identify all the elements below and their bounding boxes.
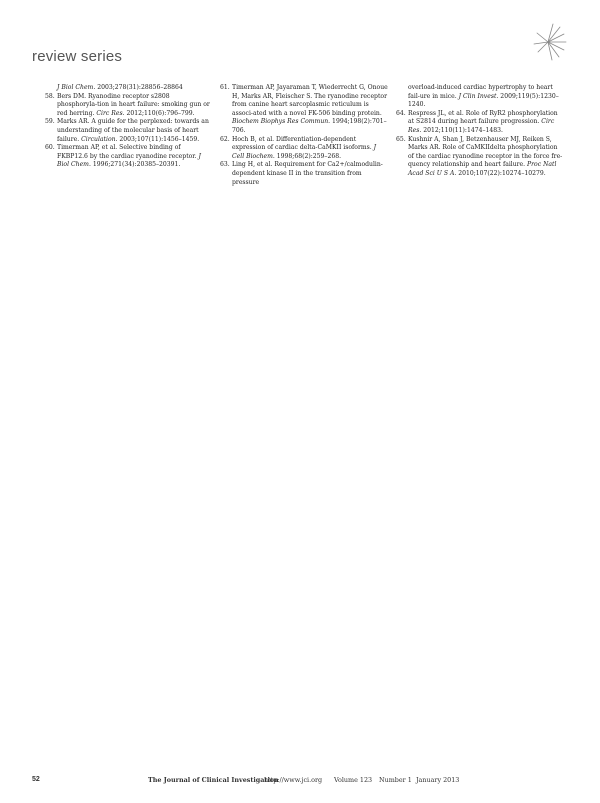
reference-entry — [46, 93, 210, 119]
reference-number: 58. — [45, 92, 55, 100]
reference-journal: Circ Res. — [96, 109, 125, 117]
section-title: review series — [32, 48, 123, 65]
page-footer — [32, 776, 572, 786]
reference-text: Kushnir A, Shan J, Betzenhauser MJ, Reiken S, Marks AR. Role of CaMKIIdelta phosphorylation of the cardiac ryanodine receptor in the force fre-quency relationship and heart failure. — [408, 135, 563, 169]
reference-journal: J Biol Chem. — [57, 84, 96, 91]
reference-number: 63. — [220, 161, 230, 169]
reference-entry — [46, 118, 210, 144]
reference-citation: 2003;278(31):28856–28864 — [95, 84, 183, 91]
reference-number: 62. — [220, 135, 230, 143]
reference-entry — [397, 136, 563, 179]
reference-citation: 2009;119(5):1230–1240. — [408, 92, 559, 109]
issue-number: Number 1 — [379, 776, 412, 784]
reference-journal: J Cell Biochem. — [232, 144, 377, 160]
reference-citation: 2012;110(6):796–799. — [124, 109, 195, 117]
reference-journal: J Biol Chem. — [57, 152, 201, 169]
reference-journal: Circ Res. — [408, 118, 555, 134]
reference-entry — [46, 84, 210, 93]
reference-journal: Proc Natl Acad Sci U S A. — [408, 161, 557, 177]
issue-date: January 2013 — [416, 776, 460, 784]
page-number: 52 — [32, 776, 40, 783]
reference-number: 65. — [396, 135, 406, 143]
reference-text: Timerman AP, et al. Selective binding of FKBP12.6 by the cardiac ryanodine receptor. — [57, 144, 199, 160]
reference-entry — [221, 84, 389, 136]
reference-column-1 — [46, 84, 210, 170]
reference-number: 61. — [220, 84, 230, 91]
reference-citation: 1998;68(2):259–268. — [274, 152, 342, 160]
reference-text: Timerman AP, Jayaraman T, Wiederrecht G, Onoue H, Marks AR, Fleischer S. The ryanodine receptor from canine heart sarcoplasmic reticulum is associ-ated with a novel FK-506 binding protein. — [232, 84, 388, 117]
reference-journal: Biochem Biophys Res Commun. — [232, 118, 331, 126]
reference-column-3 — [397, 84, 563, 179]
journal-name: The Journal of Clinical Investigation — [148, 776, 279, 784]
reference-journal: J Clin Invest. — [458, 92, 499, 100]
reference-citation: 1996;271(34):20385–20391. — [90, 161, 181, 169]
reference-text: overload-induced cardiac hypertrophy to heart fail-ure in mice. — [408, 84, 553, 100]
reference-entry — [221, 161, 389, 187]
volume: Volume 123 — [334, 776, 373, 784]
journal-url: http://www.jci.org — [264, 776, 323, 784]
reference-number: 60. — [45, 144, 55, 152]
reference-journal: Circulation. — [81, 135, 118, 143]
reference-citation: 2010;107(22):10274–10279. — [456, 169, 546, 177]
reference-entry — [221, 136, 389, 162]
reference-citation: 1994;198(2):701–706. — [232, 118, 387, 134]
reference-citation: 2003;107(11):1456–1459. — [117, 135, 200, 143]
reference-entry — [397, 110, 563, 136]
jci-starburst-logo — [528, 22, 568, 62]
reference-entry — [397, 84, 563, 110]
reference-number: 64. — [396, 109, 406, 117]
reference-column-2 — [221, 84, 389, 187]
reference-entry — [46, 144, 210, 170]
reference-citation: 2012;110(11):1474–1483. — [421, 126, 503, 134]
reference-number: 59. — [45, 118, 55, 126]
reference-text: Hoch B, et al. Differentiation-dependent expression of cardiac delta-CaMKII isoforms. — [232, 135, 374, 152]
reference-text: Bers DM. Ryanodine receptor s2808 phosphoryla-tion in heart failure: smoking gun or red herring. — [57, 92, 210, 117]
reference-text: Respress JL, et al. Role of RyR2 phosphorylation at S2814 during heart failure progression. — [408, 109, 558, 126]
reference-text: Ling H, et al. Requirement for Ca2+/calmodulin-dependent kinase II in the transition from pressure — [232, 161, 383, 186]
reference-text: Marks AR. A guide for the perplexed: towards an understanding of the molecular basis of heart failure. — [57, 118, 209, 143]
